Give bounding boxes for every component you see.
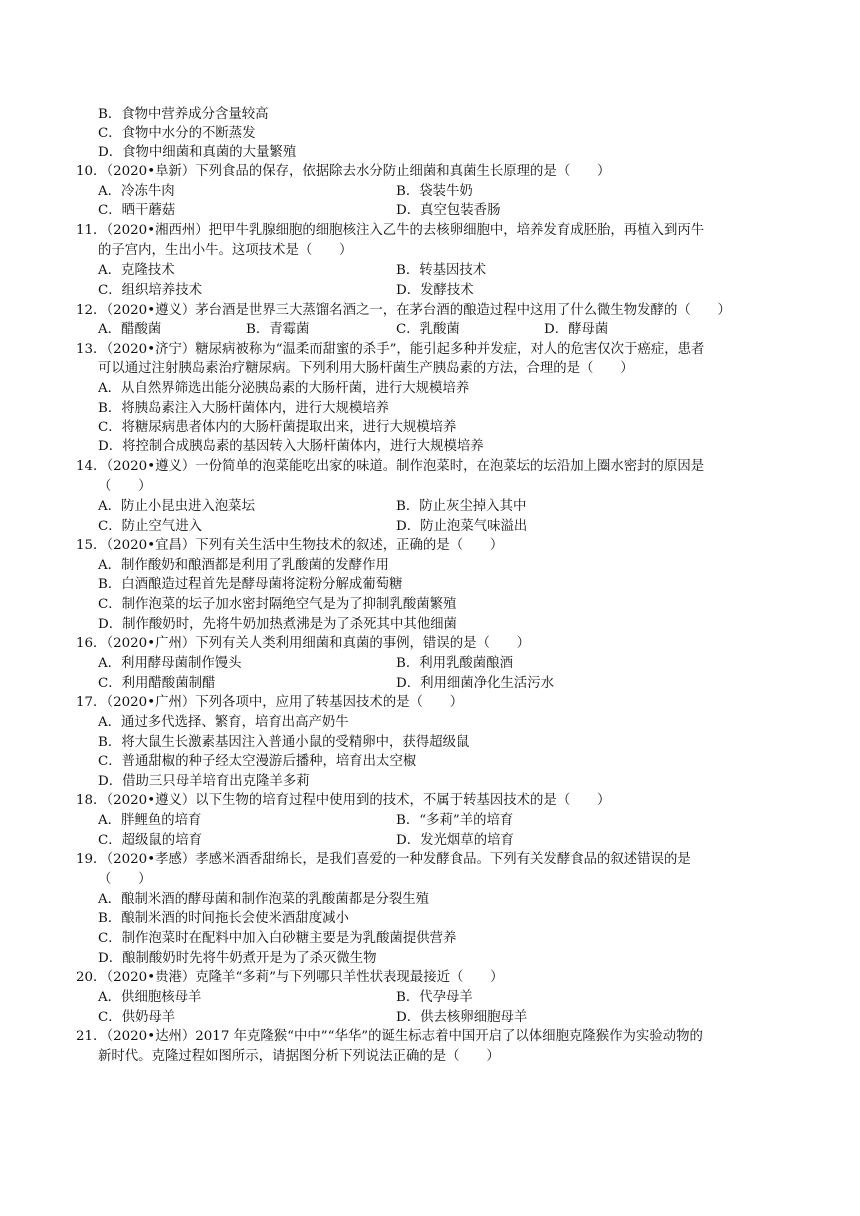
- q12-stem: 12．（2020•遵义）茅台酒是世界三大蒸馏名酒之一，在茅台酒的酿造过程中这用了什么微生物发酵的（ ）: [76, 303, 731, 318]
- q9-option-b: B．食物中营养成分含量较高: [98, 107, 269, 122]
- q17-option-d: D．借助三只母羊培育出克隆羊多莉: [98, 774, 310, 789]
- q16-option-b: B．利用乳酸菌酿酒: [396, 656, 513, 671]
- q20-option-d: D．供去核卵细胞母羊: [396, 1010, 528, 1025]
- q18-option-c: C．超级鼠的培育: [98, 833, 202, 848]
- q12-option-b: B．青霉菌: [246, 322, 310, 337]
- q10-option-a: A．冷冻牛肉: [98, 184, 175, 199]
- q14-option-d: D．防止泡菜气味溢出: [396, 519, 528, 534]
- q11-option-d: D．发酵技术: [396, 283, 474, 298]
- q14-stem-line2: （ ）: [98, 479, 152, 494]
- q15-stem: 15．（2020•宜昌）下列有关生活中生物技术的叙述，正确的是（ ）: [76, 538, 504, 553]
- q9-option-d: D．食物中细菌和真菌的大量繁殖: [98, 145, 297, 160]
- q16-option-d: D．利用细菌净化生活污水: [396, 676, 555, 691]
- q19-option-b: B．酿制米酒的时间拖长会使米酒甜度减小: [98, 911, 349, 926]
- q19-option-c: C．制作泡菜时在配料中加入白砂糖主要是为乳酸菌提供营养: [98, 931, 457, 946]
- q18-option-a: A．胖鲤鱼的培育: [98, 813, 202, 828]
- q15-option-b: B．白酒酿造过程首先是酵母菌将淀粉分解成葡萄糖: [98, 577, 403, 592]
- q13-stem-line1: 13．（2020•济宁）糖尿病被称为“温柔而甜蜜的杀手”，能引起多种并发症，对人的危害仅次于癌症，患者: [76, 342, 705, 357]
- q14-stem-line1: 14．（2020•遵义）一份简单的泡菜能吃出家的味道。制作泡菜时，在泡菜坛的坛沿加上圈水密封的原因是: [76, 459, 705, 474]
- q14-option-c: C．防止空气进入: [98, 519, 202, 534]
- q16-option-a: A．利用酵母菌制作馒头: [98, 656, 242, 671]
- q18-option-d: D．发光烟草的培育: [396, 833, 514, 848]
- q10-option-c: C．晒干蘑菇: [98, 203, 176, 218]
- q19-stem-line2: （ ）: [98, 872, 152, 887]
- q20-option-c: C．供奶母羊: [98, 1010, 176, 1025]
- q15-option-a: A．制作酸奶和酿酒都是利用了乳酸菌的发酵作用: [98, 558, 389, 573]
- q11-option-a: A．克隆技术: [98, 263, 175, 278]
- q17-option-c: C．普通甜椒的种子经太空漫游后播种，培育出太空椒: [98, 754, 417, 769]
- q18-option-b: B．“多莉”羊的培育: [396, 813, 514, 828]
- q15-option-c: C．制作泡菜的坛子加水密封隔绝空气是为了抑制乳酸菌繁殖: [98, 597, 457, 612]
- q16-stem: 16．（2020•广州）下列有关人类利用细菌和真菌的事例，错误的是（ ）: [76, 636, 531, 651]
- q13-option-d: D．将控制合成胰岛素的基因转入大肠杆菌体内，进行大规模培养: [98, 439, 484, 454]
- q14-option-b: B．防止灰尘掉入其中: [396, 499, 527, 514]
- q10-stem: 10．（2020•阜新）下列食品的保存，依据除去水分防止细菌和真菌生长原理的是（ ）: [76, 164, 611, 179]
- q15-option-d: D．制作酸奶时，先将牛奶加热煮沸是为了杀死其中其他细菌: [98, 617, 457, 632]
- q13-stem-line2: 可以通过注射胰岛素治疗糖尿病。下列利用大肠杆菌生产胰岛素的方法，合理的是（ ）: [98, 361, 634, 376]
- q11-option-c: C．组织培养技术: [98, 283, 202, 298]
- q12-option-c: C．乳酸菌: [396, 322, 460, 337]
- q19-stem-line1: 19．（2020•孝感）孝感米酒香甜绵长，是我们喜爱的一种发酵食品。下列有关发酵食品的叙述错误的是: [76, 852, 691, 867]
- q13-option-a: A．从自然界筛选出能分泌胰岛素的大肠杆菌，进行大规模培养: [98, 381, 470, 396]
- q16-option-c: C．利用醋酸菌制醋: [98, 676, 216, 691]
- q18-stem: 18．（2020•遵义）以下生物的培育过程中使用到的技术，不属于转基因技术的是（ ）: [76, 793, 611, 808]
- q19-option-d: D．酿制酸奶时先将牛奶煮开是为了杀灭微生物: [98, 951, 377, 966]
- q21-stem-line1: 21．（2020•达州）2017 年克隆猴“中中”“华华”的诞生标志着中国开启了以体细胞克隆猴作为实验动物的: [76, 1029, 703, 1044]
- q20-option-a: A．供细胞核母羊: [98, 990, 202, 1005]
- q21-stem-line2: 新时代。克隆过程如图所示，请据图分析下列说法正确的是（ ）: [98, 1049, 500, 1064]
- q12-option-d: D．酵母菌: [544, 322, 609, 337]
- q11-stem-line1: 11．（2020•湘西州）把甲牛乳腺细胞的细胞核注入乙牛的去核卵细胞中，培养发育成胚胎，再植入到丙牛: [76, 223, 705, 238]
- q17-option-b: B．将大鼠生长激素基因注入普通小鼠的受精卵中，获得超级鼠: [98, 735, 470, 750]
- q10-option-d: D．真空包装香肠: [396, 203, 501, 218]
- q13-option-b: B．将胰岛素注入大肠杆菌体内，进行大规模培养: [98, 401, 390, 416]
- q13-option-c: C．将糖尿病患者体内的大肠杆菌提取出来，进行大规模培养: [98, 420, 457, 435]
- q20-option-b: B．代孕母羊: [396, 990, 473, 1005]
- q9-option-c: C．食物中水分的不断蒸发: [98, 126, 256, 141]
- q11-stem-line2: 的子宫内，生出小牛。这项技术是（ ）: [98, 243, 353, 258]
- q17-stem: 17．（2020•广州）下列各项中，应用了转基因技术的是（ ）: [76, 695, 464, 710]
- q19-option-a: A．酿制米酒的酵母菌和制作泡菜的乳酸菌都是分裂生殖: [98, 892, 430, 907]
- q14-option-a: A．防止小昆虫进入泡菜坛: [98, 499, 255, 514]
- q20-stem: 20．（2020•贵港）克隆羊“多莉”与下列哪只羊性状表现最接近（ ）: [76, 970, 504, 985]
- q10-option-b: B．袋装牛奶: [396, 184, 473, 199]
- q11-option-b: B．转基因技术: [396, 263, 487, 278]
- q17-option-a: A．通过多代选择、繁育，培育出高产奶牛: [98, 715, 349, 730]
- q12-option-a: A．醋酸菌: [98, 322, 162, 337]
